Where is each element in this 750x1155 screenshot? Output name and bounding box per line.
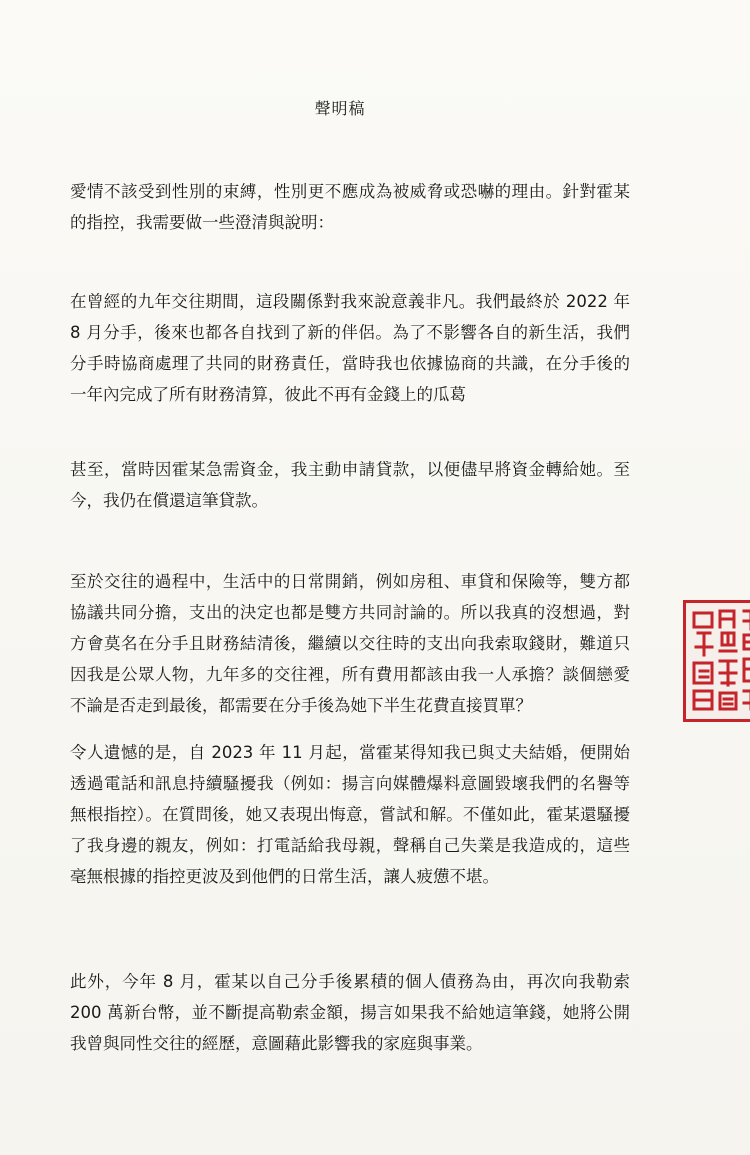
paragraph-relationship: 在曾經的九年交往期間，這段關係對我來說意義非凡。我們最終於 2022 年 8 月分手，後來也都各自找到了新的伴侶。為了不影響各自的新生活，我們分手時協商處理了共同的財務責任，當時我也依據協商的共識，在分手後的一年內完成了所有財務清算，彼此不再有金錢上的瓜葛 <box>70 292 630 404</box>
seal-glyphs-icon <box>686 603 750 719</box>
red-seal-stamp-icon <box>683 600 750 722</box>
paragraph-harassment: 令人遺憾的是，自 2023 年 11 月起，當霍某得知我已與丈夫結婚，便開始透過電話和訊息持續騷擾我（例如：揚言向媒體爆料意圖毀壞我們的名譽等無根指控）。在質問後，她又表現出悔意，嘗試和解。不僅如此，霍某還騷擾了我身邊的親友，例如：打電話給我母親，聲稱自己失業是我造成的，這些毫無根據的指控更波及到他們的日常生活，讓人疲憊不堪。 <box>70 743 630 886</box>
paragraph-expenses: 至於交往的過程中，生活中的日常開銷，例如房租、車貸和保險等，雙方都協議共同分擔，支出的決定也都是雙方共同討論的。所以我真的沒想過，對方會莫名在分手且財務結清後，繼續以交往時的支出向我索取錢財，難道只因我是公眾人物，九年多的交往裡，所有費用都該由我一人承擔？談個戀愛不論是否走到最後，都需要在分手後為她下半生花費直接買單？ <box>70 572 630 715</box>
document-title: 聲明稿 <box>314 99 366 118</box>
paragraph-extortion: 此外，今年 8 月，霍某以自己分手後累積的個人債務為由，再次向我勒索 200 萬新台幣，並不斷提高勒索金額，揚言如果我不給她這筆錢，她將公開我曾與同性交往的經歷，意圖藉此影響我的家庭與事業。 <box>70 972 630 1053</box>
paragraph-loan: 甚至，當時因霍某急需資金，我主動申請貸款，以便儘早將資金轉給她。至今，我仍在償還這筆貸款。 <box>70 460 630 510</box>
paragraph-intro: 愛情不該受到性別的束縛，性別更不應成為被威脅或恐嚇的理由。針對霍某的指控，我需要做一些澄清與說明： <box>70 182 630 232</box>
